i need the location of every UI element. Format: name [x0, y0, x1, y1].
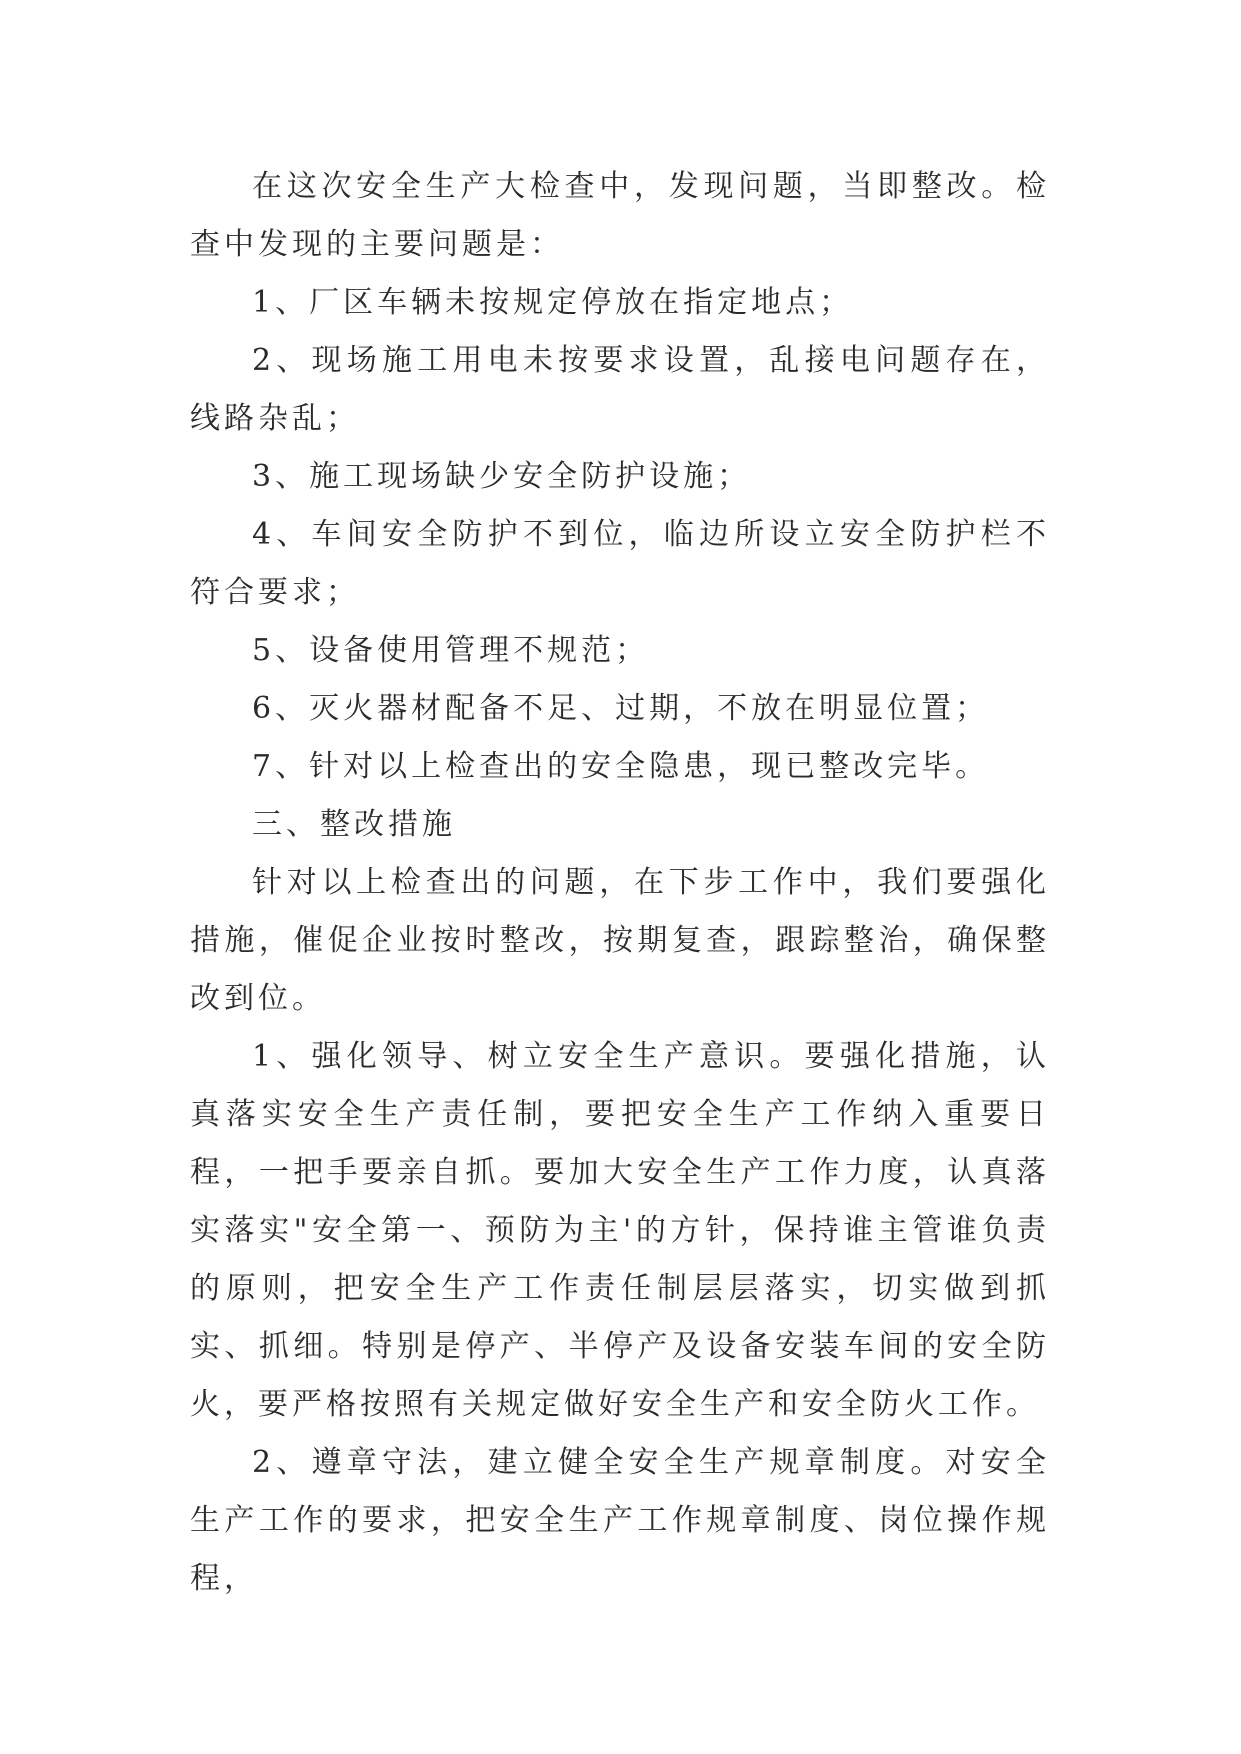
- paragraph-intro: 在这次安全生产大检查中，发现问题，当即整改。检查中发现的主要问题是：: [190, 169, 1050, 262]
- paragraph-measures-intro: 针对以上检查出的问题，在下步工作中，我们要强化措施，催促企业按时整改，按期复查，跟踪整治，确保整改到位。: [190, 865, 1050, 1016]
- list-item-issue-7: 7、针对以上检查出的安全隐患，现已整改完毕。: [252, 749, 990, 784]
- list-item-issue-1: 1、厂区车辆未按规定停放在指定地点；: [252, 285, 854, 320]
- document-body: [190, 158, 1050, 1608]
- list-item-issue-2: 2、现场施工用电未按要求设置，乱接电问题存在，线路杂乱；: [190, 343, 1050, 436]
- list-item-measure-1: 1、强化领导、树立安全生产意识。要强化措施，认真落实安全生产责任制，要把安全生产工作纳入重要日程，一把手要亲自抓。要加大安全生产工作力度，认真落实落实"安全第一、预防为主'的方针，保持谁主管谁负责的原则，把安全生产工作责任制层层落实，切实做到抓实、抓细。特别是停产、半停产及设备安装车间的安全防火，要严格按照有关规定做好安全生产和安全防火工作。: [190, 1039, 1050, 1422]
- list-item-issue-4: 4、车间安全防护不到位，临边所设立安全防护栏不符合要求；: [190, 517, 1050, 610]
- list-item-issue-6: 6、灭火器材配备不足、过期，不放在明显位置；: [252, 691, 990, 726]
- list-item-issue-3: 3、施工现场缺少安全防护设施；: [252, 459, 752, 494]
- section-heading: 三、整改措施: [252, 807, 456, 842]
- list-item-measure-2: 2、遵章守法，建立健全安全生产规章制度。对安全生产工作的要求，把安全生产工作规章制度、岗位操作规程，: [190, 1445, 1050, 1596]
- list-item-issue-5: 5、设备使用管理不规范；: [252, 633, 650, 668]
